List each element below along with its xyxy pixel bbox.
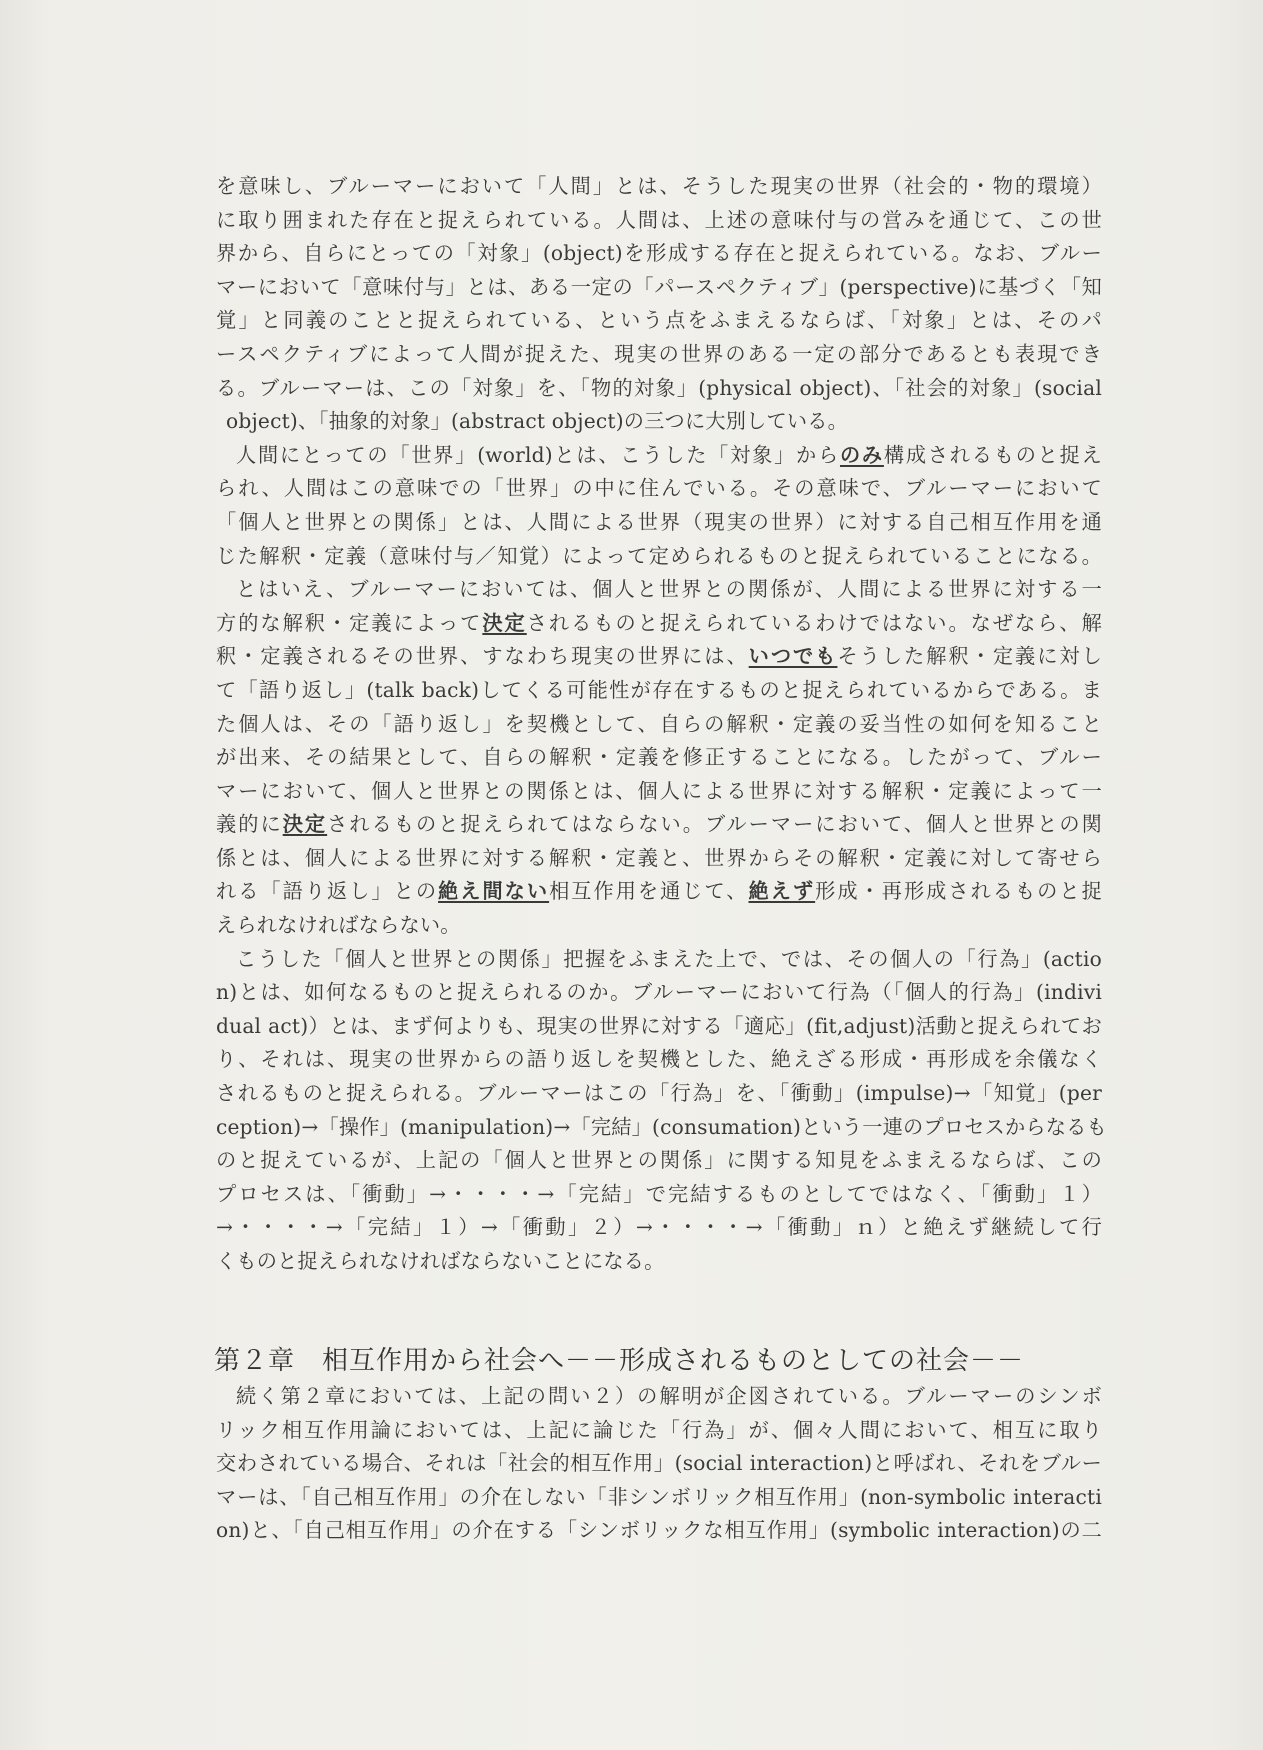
text-line: →・・・・→「完結」１）→「衝動」２）→・・・・→「衝動」ｎ）と絶えず継続して行 [216, 1215, 1102, 1240]
text-segment: 人間にとっての「世界」(world)とは、こうした「対象」から [236, 442, 840, 467]
text-line [216, 808, 1102, 842]
text-line: マーにおいて、個人と世界との関係とは、個人による世界に対する解釈・定義によって一 [216, 778, 1102, 803]
body-text-part1 [216, 170, 1107, 1279]
underlined-emphasis: 絶え間ない [438, 879, 550, 904]
chapter-heading: 第２章 相互作用から社会へ－－形成されるものとしての社会－－ [214, 1346, 1025, 1376]
text-segment: 相互作用を通じて、 [549, 879, 749, 904]
text-line: じた解釈・定義（意味付与／知覚）によって定められるものと捉えられていることになる。 [216, 543, 1102, 568]
text-segment: れる「語り返し」との [216, 879, 439, 904]
underlined-emphasis: 絶えず [748, 879, 816, 904]
text-line: こうした「個人と世界との関係」把握をふまえた上で、では、その個人の「行為」(actio [236, 946, 1102, 971]
text-line: くものと捉えられなければならないことになる。 [216, 1249, 665, 1273]
text-line: が出来、その結果として、自らの解釈・定義を修正することになる。したがって、ブルー [216, 745, 1102, 770]
text-segment: 釈・定義されるその世界、すなわち現実の世界には、 [216, 644, 749, 669]
text-line: り、それは、現実の世界からの語り返しを契機とした、絶えざる形成・再形成を余儀なく [216, 1047, 1102, 1072]
text-line: のと捉えているが、上記の「個人と世界との関係」に関する知見をふまえるならば、この [216, 1148, 1102, 1173]
text-line: て「語り返し」(talk back)してくる可能性が存在するものと捉えられているからである。ま [216, 677, 1102, 702]
text-segment: 形成・再形成されるものと捉 [815, 879, 1102, 904]
text-line: 続く第２章においては、上記の問い２）の解明が企図されている。ブルーマーのシンボ [236, 1384, 1102, 1408]
text-line: 交わされている場合、それは「社会的相互作用」(social interaction)と呼ばれ、それをブルー [216, 1451, 1102, 1476]
text-line: on)と、「自己相互作用」の介在する「シンボリックな相互作用」(symbolic interaction)の二 [216, 1518, 1102, 1543]
text-line [216, 607, 1102, 641]
text-line: えられなければならない。 [216, 913, 461, 938]
text-line: dual act)）とは、まず何よりも、現実の世界に対する「適応」(fit,adjust)活動と捉えられてお [216, 1013, 1102, 1038]
text-segment: 方的な解釈・定義によって [216, 610, 483, 635]
text-line: る。ブルーマーは、この「対象」を、「物的対象」(physical object)、「社会的対象」(social [216, 375, 1102, 400]
text-line: ception)→「操作」(manipulation)→「完結」(consumation)という一連のプロセスからなるも [216, 1114, 1107, 1139]
underlined-emphasis: 決定 [282, 812, 328, 837]
text-line: リック相互作用論においては、上記に論じた「行為」が、個々人間において、相互に取り [216, 1417, 1102, 1442]
text-line: されるものと捉えられる。ブルーマーはこの「行為」を、「衝動」(impulse)→「知覚」(per [216, 1081, 1102, 1106]
underlined-emphasis: 決定 [482, 610, 527, 635]
text-line: object)、「抽象的対象」(abstract object)の三つに大別している。 [226, 409, 849, 434]
body-text-chapter2 [216, 1380, 1102, 1548]
text-line: とはいえ、ブルーマーにおいては、個人と世界との関係が、人間による世界に対する一 [236, 577, 1102, 602]
text-line [216, 439, 1102, 473]
text-segment: 義的に [216, 812, 283, 837]
text-line [216, 640, 1102, 674]
text-line: ースペクティブによって人間が捉えた、現実の世界のある一定の部分であるとも表現でき [216, 341, 1102, 366]
underlined-emphasis: いつでも [748, 644, 838, 669]
text-segment: そうした解釈・定義に対し [837, 644, 1102, 669]
text-line: た個人は、その「語り返し」を契機として、自らの解釈・定義の妥当性の如何を知ること [216, 711, 1102, 736]
text-line: 係とは、個人による世界に対する解釈・定義と、世界からその解釈・定義に対して寄せら [216, 845, 1102, 870]
text-line: マーにおいて「意味付与」とは、ある一定の「パースペクティブ」(perspective)に基づく「知 [216, 274, 1102, 299]
text-segment: されるものと捉えられてはならない。ブルーマーにおいて、個人と世界との関 [327, 812, 1102, 837]
text-line: を意味し、ブルーマーにおいて「人間」とは、そうした現実の世界（社会的・物的環境） [216, 174, 1102, 198]
text-segment: されるものと捉えられているわけではない。なぜなら、解 [526, 610, 1102, 635]
text-line: に取り囲まれた存在と捉えられている。人間は、上述の意味付与の営みを通じて、この世 [216, 207, 1102, 232]
underlined-emphasis: のみ [839, 442, 884, 467]
text-line: マーは、「自己相互作用」の介在しない「非シンボリック相互作用」(non-symbolic interacti [216, 1484, 1102, 1509]
text-line [216, 875, 1102, 909]
text-line: られ、人間はこの意味での「世界」の中に住んでいる。その意味で、ブルーマーにおいて [216, 476, 1102, 501]
text-line: 覚」と同義のことと捉えられている、という点をふまえるならば、「対象」とは、そのパ [216, 308, 1102, 333]
text-segment: 構成されるものと捉え [883, 442, 1102, 467]
text-line: n)とは、如何なるものと捉えられるのか。ブルーマーにおいて行為（「個人的行為」(indivi [216, 980, 1102, 1005]
text-line: 界から、自らにとっての「対象」(object)を形成する存在と捉えられている。なお、ブルー [216, 241, 1102, 266]
text-line: 「個人と世界との関係」とは、人間による世界（現実の世界）に対する自己相互作用を通 [216, 509, 1102, 534]
text-line: プロセスは、「衝動」→・・・・→「完結」で完結するものとしてではなく、「衝動」１） [216, 1181, 1102, 1206]
